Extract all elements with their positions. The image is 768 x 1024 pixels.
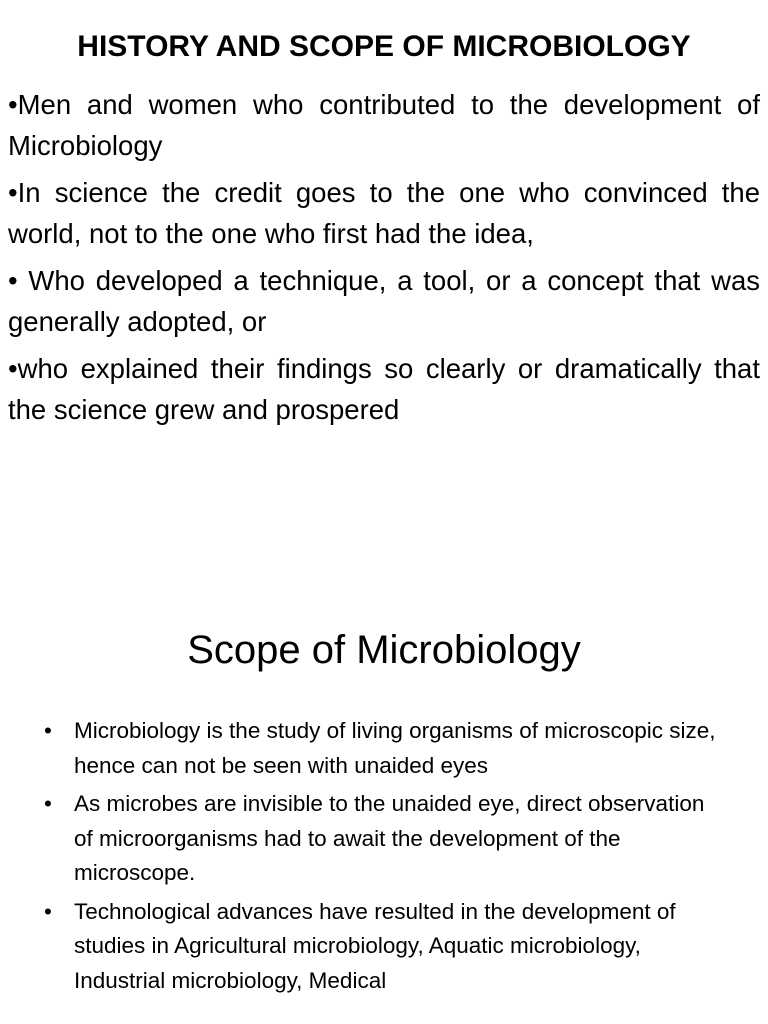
bullet-icon: •	[44, 791, 52, 816]
paragraph: •In science the credit goes to the one who convinced the world, not to the one who first had the idea,	[8, 177, 760, 249]
list-item-text: Technological advances have resulted in the development of studies in Agricultural microbiology, Aquatic microbiology, Industrial microbiology, Medical	[74, 898, 676, 993]
section-title: Scope of Microbiology	[187, 628, 581, 672]
paragraph: •Men and women who contributed to the development of Microbiology	[8, 89, 760, 161]
list-item	[0, 714, 768, 783]
list-item-text: Microbiology is the study of living organisms of microscopic size, hence can not be seen with unaided eyes	[74, 718, 716, 778]
bullet-icon: •	[44, 898, 52, 924]
bullet-list	[0, 714, 768, 1002]
slide-body	[8, 84, 760, 436]
list-item	[0, 895, 768, 999]
list-item	[0, 787, 768, 891]
list-item-text: As microbes are invisible to the unaided eye, direct observation of microorganisms had to await the development of the microscope.	[74, 791, 705, 885]
paragraph: • Who developed a technique, a tool, or a concept that was generally adopted, or	[8, 265, 760, 337]
paragraph: •who explained their findings so clearly or dramatically that the science grew and prospered	[8, 353, 760, 425]
slide-title: HISTORY AND SCOPE OF MICROBIOLOGY	[77, 30, 691, 63]
bullet-icon: •	[44, 718, 52, 743]
